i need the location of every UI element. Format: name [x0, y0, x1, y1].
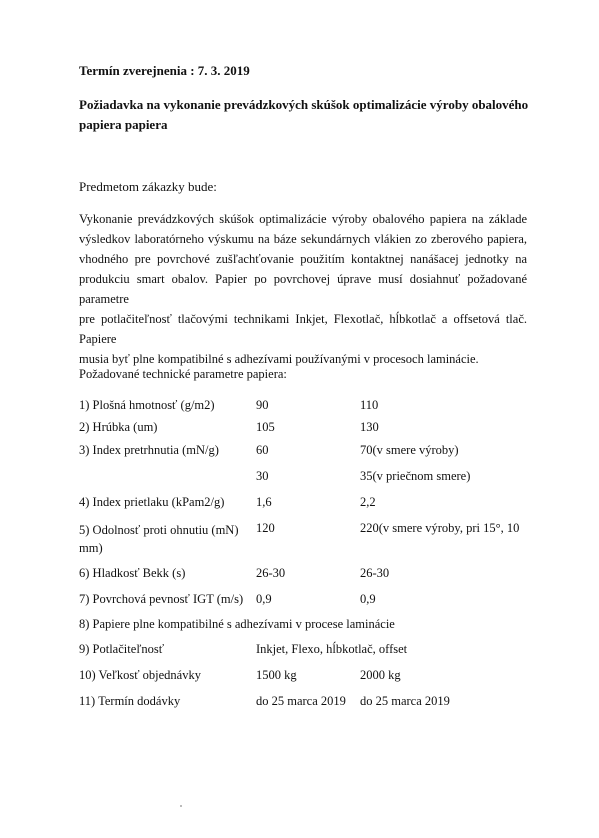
param-value-1: Inkjet, Flexo, hĺbkotlač, offset: [256, 642, 408, 656]
param-name: 1) Plošná hmotnosť (g/m2): [79, 398, 215, 412]
description-line: vhodného pre povrchové zušľachťovanie použitím kontaktnej nanášacej jednotky na: [79, 252, 527, 266]
param-name: 3) Index pretrhnutia (mN/g): [79, 443, 219, 457]
param-name: 6) Hladkosť Bekk (s): [79, 566, 186, 580]
table-row: [0, 694, 599, 714]
param-value-1: 60: [256, 443, 269, 457]
param-name: 9) Potlačiteľnosť: [79, 642, 165, 656]
param-name: 5) Odolnosť proti ohnutiu (mN) mm): [79, 523, 239, 555]
param-value-2: 2,2: [360, 495, 376, 509]
param-value-1: 1,6: [256, 495, 272, 509]
description-line: Vykonanie prevádzkových skúšok optimalizácie výroby obalového papiera na základe: [79, 212, 527, 226]
description-line: výsledkov laboratórneho výskumu na báze sekundárnych vlákien zo zberového papiera,: [79, 232, 527, 246]
document-title: Požiadavka na vykonanie prevádzkových skúšok optimalizácie výroby obalového papiera papiera: [79, 97, 529, 132]
param-name: 4) Index prietlaku (kPam2/g): [79, 495, 225, 509]
param-value-1: 26-30: [256, 566, 286, 580]
param-value-2: 70(v smere výroby): [360, 443, 459, 457]
table-row: [0, 521, 599, 561]
description-paragraph: [79, 209, 527, 369]
table-row: [0, 469, 599, 489]
param-name: 10) Veľkosť objednávky: [79, 668, 201, 682]
param-value-2: 26-30: [360, 566, 390, 580]
table-row: [0, 566, 599, 586]
scan-speck: [180, 805, 182, 807]
param-value-1: 30: [256, 469, 269, 483]
param-value-1: 0,9: [256, 592, 272, 606]
param-value-1: do 25 marca 2019: [256, 694, 346, 708]
param-value-1: 120: [256, 521, 275, 535]
param-value-2: 0,9: [360, 592, 376, 606]
publish-date: Termín zverejnenia : 7. 3. 2019: [79, 63, 250, 78]
param-value-2: do 25 marca 2019: [360, 694, 450, 708]
param-value-2: 2000 kg: [360, 668, 401, 682]
table-row: [0, 642, 599, 662]
param-value-2: 220(v smere výroby, pri 15°, 10: [360, 521, 520, 535]
param-name: 8) Papiere plne kompatibilné s adhezívami v procese laminácie: [79, 617, 395, 631]
subject-label: Predmetom zákazky bude:: [79, 179, 217, 194]
params-label: Požadované technické parametre papiera:: [79, 367, 287, 381]
table-row: [0, 617, 599, 637]
table-row: [0, 420, 599, 440]
table-row: [0, 495, 599, 515]
param-value-2: 35(v priečnom smere): [360, 469, 471, 483]
table-row: [0, 592, 599, 612]
table-row: [0, 443, 599, 463]
table-row: [0, 398, 599, 418]
param-value-1: 105: [256, 420, 275, 434]
description-line: musia byť plne kompatibilné s adhezívami používanými v procesoch laminácie.: [79, 352, 479, 366]
param-value-1: 90: [256, 398, 269, 412]
param-value-2: 110: [360, 398, 379, 412]
param-value-2: 130: [360, 420, 379, 434]
description-line: pre potlačiteľnosť tlačovými technikami Inkjet, Flexotlač, hĺbkotlač a offsetová tlač. Papiere: [79, 312, 527, 346]
param-name: 2) Hrúbka (um): [79, 420, 158, 434]
table-row: [0, 668, 599, 688]
description-line: produkciu smart obalov. Papier po povrchovej úprave musí dosiahnuť požadované parametre: [79, 272, 527, 306]
param-name: 11) Termín dodávky: [79, 694, 181, 708]
param-value-1: 1500 kg: [256, 668, 297, 682]
param-name: 7) Povrchová pevnosť IGT (m/s): [79, 592, 244, 606]
